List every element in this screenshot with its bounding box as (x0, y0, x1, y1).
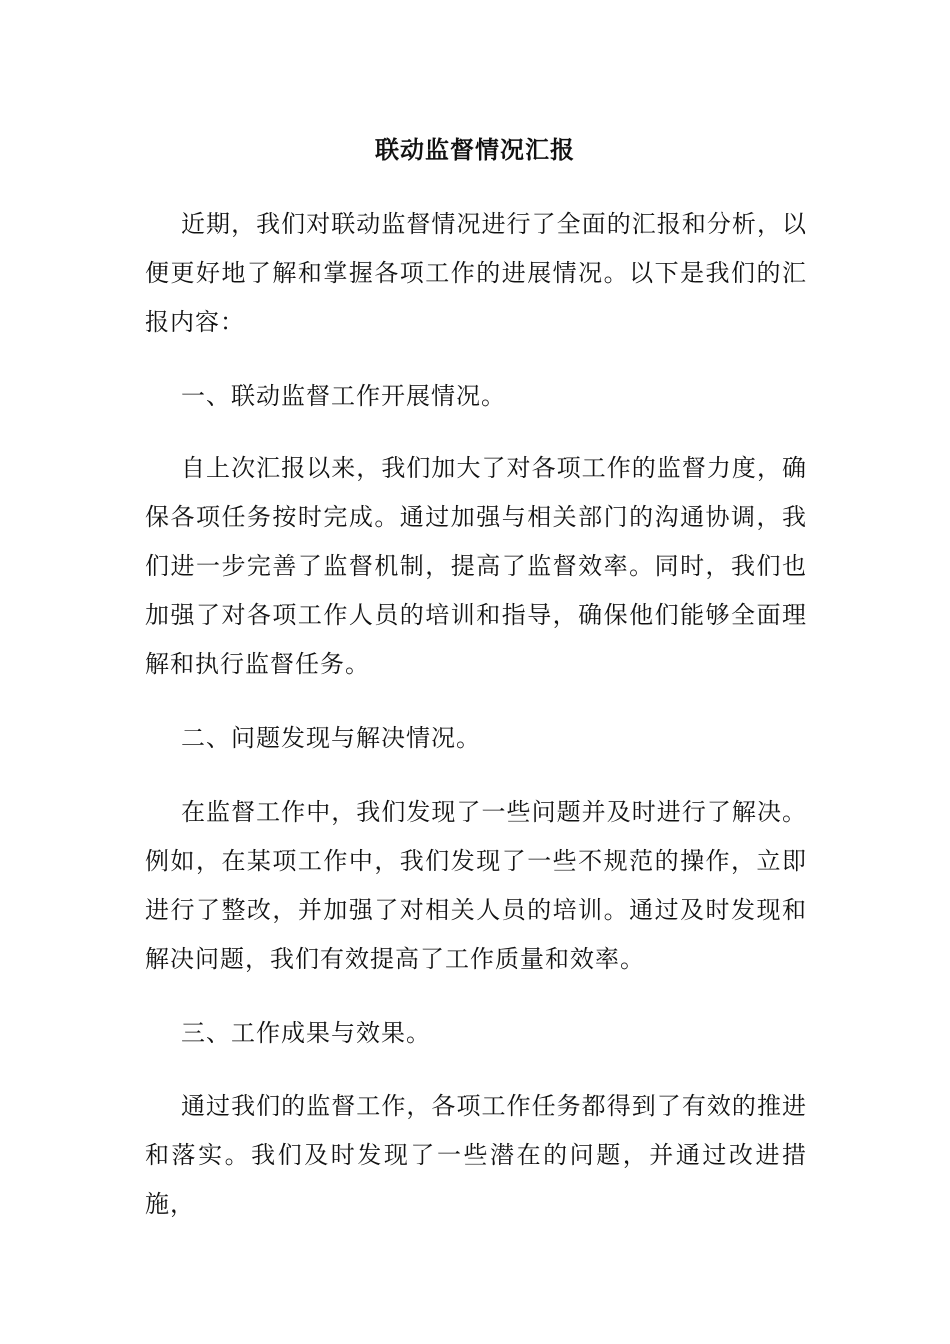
section-1-paragraph: 自上次汇报以来，我们加大了对各项工作的监督力度，确保各项任务按时完成。通过加强与相关部门的沟通协调，我们进一步完善了监督机制，提高了监督效率。同时，我们也加强了对各项工作人员的培训和指导，确保他们能够全面理解和执行监督任务。 (145, 454, 807, 678)
document-title: 联动监督情况汇报 (375, 135, 575, 164)
section-heading-1: 一、联动监督工作开展情况。 (181, 382, 506, 410)
section-heading-3: 三、工作成果与效果。 (181, 1019, 431, 1047)
section-3-paragraph: 通过我们的监督工作，各项工作任务都得到了有效的推进和落实。我们及时发现了一些潜在的问题，并通过改进措施， (145, 1092, 807, 1218)
intro-paragraph: 近期，我们对联动监督情况进行了全面的汇报和分析，以便更好地了解和掌握各项工作的进展情况。以下是我们的汇报内容： (145, 210, 807, 336)
section-2-paragraph: 在监督工作中，我们发现了一些问题并及时进行了解决。例如，在某项工作中，我们发现了一些不规范的操作，立即进行了整改，并加强了对相关人员的培训。通过及时发现和解决问题，我们有效提高了工作质量和效率。 (145, 798, 807, 973)
section-heading-2: 二、问题发现与解决情况。 (181, 724, 481, 752)
